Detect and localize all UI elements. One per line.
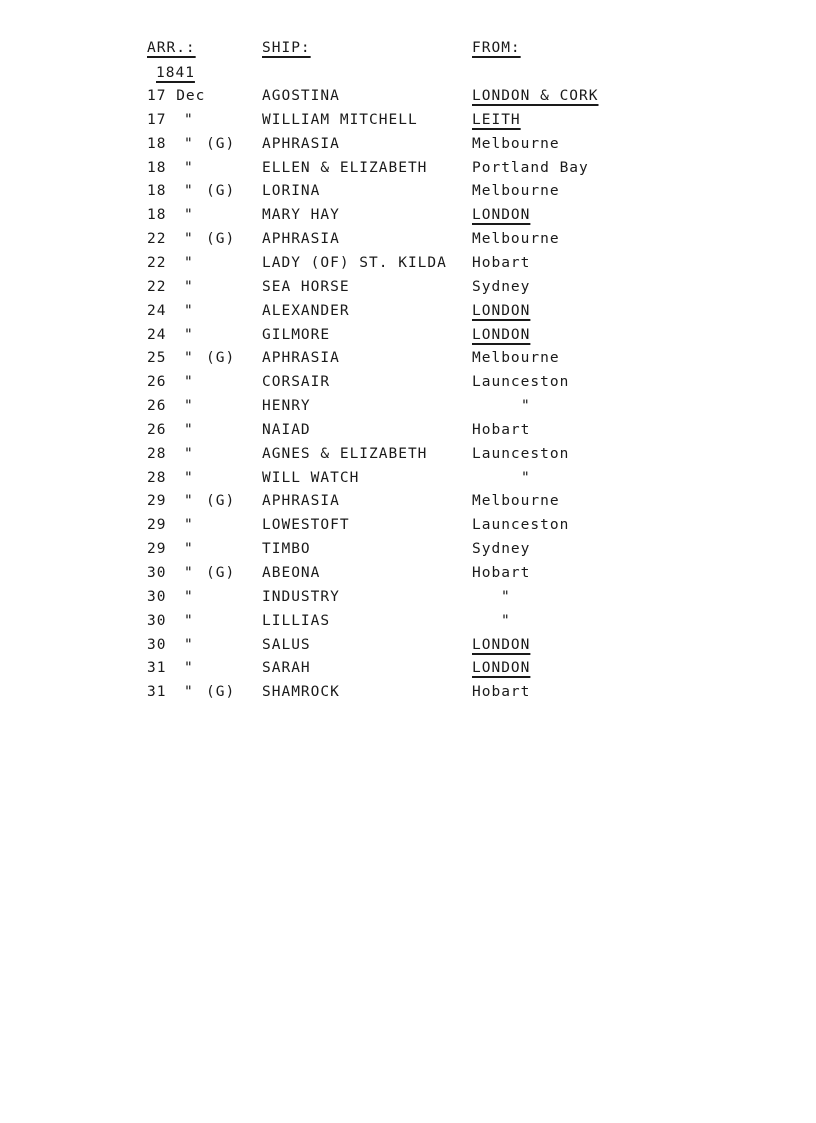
arrival-date: 25 [147,350,167,367]
ship-name: CORSAIR [262,374,331,391]
ditto-mark: " [184,135,194,152]
ditto-mark: " [184,326,194,343]
arrival-date: 26 [147,398,167,415]
table-row [0,350,816,374]
ditto-mark: " [184,374,194,391]
arrival-date: 18 [147,135,167,152]
ship-name: ABEONA [262,565,321,581]
table-row [0,446,816,470]
table-row [0,470,816,494]
table-row [0,589,816,613]
origin-port: LEITH [472,111,521,128]
origin-port: Hobart [472,254,531,271]
ditto-mark: " [184,302,194,319]
origin-port: Portland Bay [472,159,589,176]
origin-port: Launceston [472,517,570,534]
ditto-mark: " [184,398,194,415]
origin-port: Melbourne [472,493,560,510]
arrival-date: 22 [147,254,167,271]
ship-name: NAIAD [262,421,311,438]
ship-name: MARY HAY [262,207,340,224]
ship-name: LORINA [262,183,321,200]
ship-name: LILLIAS [262,612,331,629]
arrival-date: 17 [147,111,167,128]
origin-port: Melbourne [472,183,560,200]
table-row [0,613,816,637]
origin-port: LONDON [472,302,531,319]
ditto-mark: " [184,684,194,701]
ditto-mark: " [184,588,194,605]
origin-port: Hobart [472,565,531,581]
origin-port: Hobart [472,421,531,438]
origin-port: LONDON [472,207,531,224]
year-label: 1841 [156,65,195,81]
origin-port: Launceston [472,374,570,391]
ditto-mark: " [184,517,194,534]
table-row [0,374,816,398]
header-ship: SHIP: [262,40,311,56]
origin-port: " [521,469,531,486]
arrival-date: 24 [147,302,167,319]
origin-port: LONDON [472,636,531,653]
ship-name: LOWESTOFT [262,517,350,534]
ditto-mark: " [184,565,194,581]
arrival-date: 24 [147,326,167,343]
origin-port: Melbourne [472,350,560,367]
table-row [0,493,816,517]
table-row [0,231,816,255]
ship-name: WILL WATCH [262,469,360,486]
arrival-date: 26 [147,374,167,391]
ship-name: APHRASIA [262,493,340,510]
ship-name: SHAMROCK [262,684,340,701]
table-row [0,136,816,160]
g-marker: (G) [206,183,236,200]
arrival-date: 30 [147,612,167,629]
arrival-date: 26 [147,421,167,438]
origin-port: Launceston [472,445,570,462]
ship-name: APHRASIA [262,231,340,248]
arrival-date: 30 [147,588,167,605]
origin-port: Sydney [472,541,531,558]
ship-name: LADY (OF) ST. KILDA [262,254,447,271]
arrival-date: 18 [147,207,167,224]
origin-port: Sydney [472,278,531,295]
arrival-date: 22 [147,231,167,248]
arrival-date: 28 [147,469,167,486]
g-marker: (G) [206,493,236,510]
ditto-mark: " [184,111,194,128]
table-row [0,398,816,422]
ship-name: HENRY [262,398,311,415]
ditto-mark: " [184,469,194,486]
g-marker: (G) [206,350,236,367]
ditto-mark: " [184,445,194,462]
arrival-date: 31 [147,660,167,677]
ditto-mark: " [184,493,194,510]
ditto-mark: " [184,159,194,176]
origin-port: LONDON [472,326,531,343]
arrival-date: 18 [147,159,167,176]
origin-port: LONDON [472,660,531,677]
ship-name: GILMORE [262,326,331,343]
ditto-mark: " [184,254,194,271]
arrival-date: 28 [147,445,167,462]
ship-name: TIMBO [262,541,311,558]
ditto-mark: " [184,421,194,438]
ship-name: SALUS [262,636,311,653]
ditto-mark: " [184,636,194,653]
table-row [0,565,816,589]
table-row [0,327,816,351]
table-row [0,183,816,207]
ship-name: WILLIAM MITCHELL [262,111,418,128]
table-row [0,207,816,231]
arrival-date: 29 [147,517,167,534]
ship-name: INDUSTRY [262,588,340,605]
ship-name: SEA HORSE [262,278,350,295]
g-marker: (G) [206,684,236,701]
origin-port: " [501,588,511,605]
ship-name: SARAH [262,660,311,677]
ditto-mark: " [184,183,194,200]
table-row [0,517,816,541]
ditto-mark: " [184,231,194,248]
origin-port: Melbourne [472,135,560,152]
table-row [0,684,816,708]
ditto-mark: " [184,350,194,367]
ditto-mark: " [184,612,194,629]
arrival-date: 29 [147,493,167,510]
g-marker: (G) [206,231,236,248]
ship-name: ELLEN & ELIZABETH [262,159,428,176]
arrival-date: 30 [147,565,167,581]
table-row [0,88,816,112]
table-row [0,303,816,327]
ship-name: AGOSTINA [262,88,340,104]
arrival-date: 29 [147,541,167,558]
table-row [0,279,816,303]
table-row [0,660,816,684]
table-row [0,160,816,184]
ship-name: APHRASIA [262,135,340,152]
g-marker: (G) [206,135,236,152]
header-arrival: ARR.: [147,40,196,56]
g-marker: (G) [206,565,236,581]
table-row [0,422,816,446]
arrival-date: 31 [147,684,167,701]
arrival-date: 30 [147,636,167,653]
origin-port: " [501,612,511,629]
header-from: FROM: [472,40,521,56]
ditto-mark: " [184,278,194,295]
origin-port: " [521,398,531,415]
ditto-mark: " [184,541,194,558]
arrival-date: 17 Dec [147,88,206,104]
origin-port: Melbourne [472,231,560,248]
table-row [0,112,816,136]
ship-name: ALEXANDER [262,302,350,319]
ditto-mark: " [184,660,194,677]
table-row [0,541,816,565]
origin-port: LONDON & CORK [472,88,599,104]
ship-name: AGNES & ELIZABETH [262,445,428,462]
origin-port: Hobart [472,684,531,701]
ditto-mark: " [184,207,194,224]
ship-name: APHRASIA [262,350,340,367]
table-row [0,637,816,661]
arrival-date: 18 [147,183,167,200]
arrival-date: 22 [147,278,167,295]
table-row [0,255,816,279]
